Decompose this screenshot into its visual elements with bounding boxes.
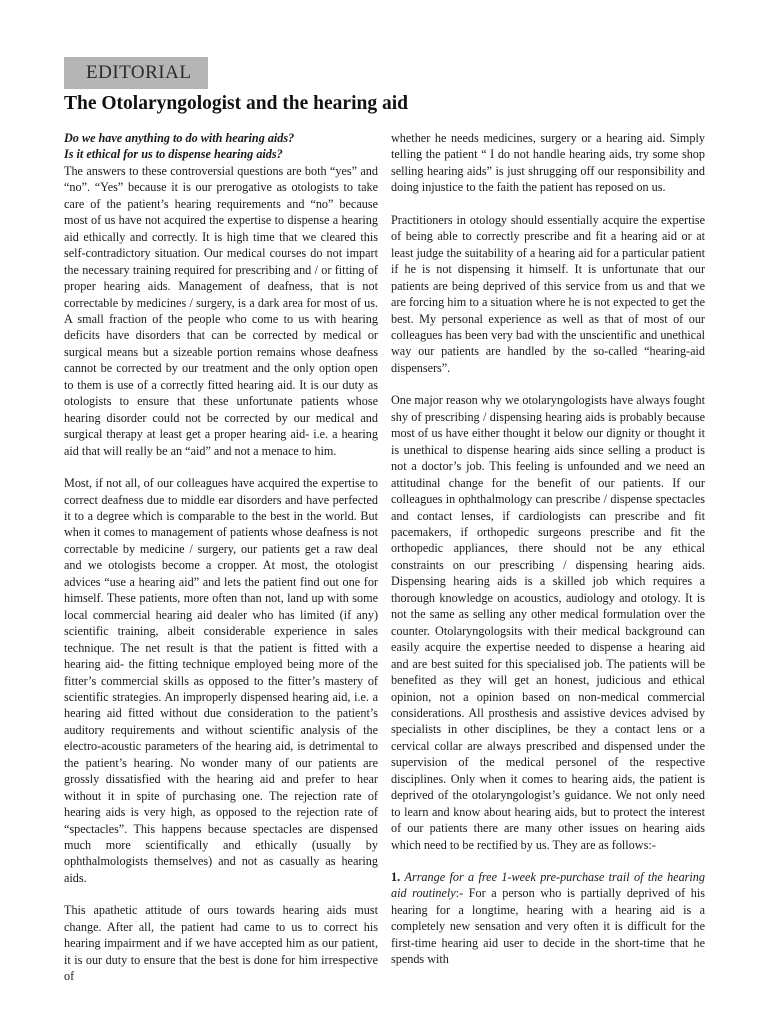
numbered-point-1 (391, 869, 705, 968)
paragraph: This apathetic attitude of ours towards hearing aids must change. After all, the patient had came to us to correct his hearing impairment and if we have accepted him as our patient, it is our duty to ensure that the best is done for him irrespective of (64, 903, 378, 984)
paragraph: Most, if not all, of our colleagues have acquired the expertise to correct deafness due to middle ear disorders and have perfected it to a degree which is comparable to the best in the world. But when it comes to management of patients whose deafness is not correctable by medicine / surgery, our patients get a raw deal and we otologists become a cropper. At most, the otologist advices “use a hearing aid” and lets the patient find out one for himself. These patients, more often than not, land up with some local commercial hearing aid dealer who has limited (if any) scientific training, albeit considerable experience in sales technique. The net result is that the patient is fitted with a hearing aid- the fitting technique employed being more of the fitter’s commercial skills as opposed to the fitter’s mastery of scientific strategies. An improperly dispensed hearing aid, i.e. a hearing aid fitted without due consideration to the patient’s auditory requirements and without scientific analysis of the electro-acoustic parameters of the hearing aid, is detrimental to the patient’s hearing. No wonder many of our patients are grossly dissatisfied with the hearing aid and prefer to hear without it in spite of purchasing one. The rejection rate of hearing aids is very high, as opposed to the rejection rate of “spectacles”. This happens because spectacles are dispensed much more scientifically and ethically (usually by ophthalmologists themselves) and not as casually as hearing aids. (64, 476, 378, 885)
left-column (64, 130, 378, 1001)
paragraph: The answers to these controversial questions are both “yes” and “no”. “Yes” because it is our prerogative as otologists to take care of the patient’s hearing requirements and “no” because most of us have not acquired the expertise to dispense a hearing aid ethically and correctly. It is high time that we cleared this self-contradictory situation. Our medical courses do not impart the necessary training required for prescribing and / or fitting of proper hearing aids. Management of deafness, that is not correctable by medicines / surgery, is a dark area for most of us. A small fraction of the people who come to us with hearing deficits have disorders that can be corrected by medical or surgical means but a sizeable portion remains whose deafness cannot be corrected by our treatment and the only option open to them is use of a correctly fitted hearing aid. It is our duty as otologists to ensure that these unfortunate patients whose hearing disorder could not be corrected by our medical and surgical therapy at least get a proper hearing aid- i.e. a hearing aid that will really be an “aid” and not a menace to him. (64, 163, 378, 458)
paragraph: whether he needs medicines, surgery or a hearing aid. Simply telling the patient “ I do not handle hearing aids, try some shop selling hearing aids” is just shrugging off our responsibility and doing injustice to the faith the patient has reposed on us. (391, 131, 705, 195)
question-2: Is it ethical for us to dispense hearing aids? (64, 147, 283, 162)
question-1: Do we have anything to do with hearing aids? (64, 131, 295, 145)
section-tag: EDITORIAL (64, 57, 208, 89)
paragraph: Practitioners in otology should essentially acquire the expertise of being able to correctly prescribe and fit a hearing aid or at least judge the suitability of a hearing aid for a particular patient if he is not dispensing it himself. It is unfortunate that our patients are being deprived of this service from us and that we are forcing him to a situation where he is not expected to get the best. My personal experience as well as that of most of our colleagues has been very bad with the unscientific and unethical way our patients are handled by the so-called “hearing-aid dispensers”. (391, 212, 705, 375)
paragraph: One major reason why we otolaryngologists have always fought shy of prescribing / dispensing hearing aids is probably because most of us have either thought it below our dignity or thought it is unethical to dispense hearing aids since selling a product is not a doctor’s job. This feeling is unfounded and we need an attitudinal change for the benefit of our patients. If our colleagues in ophthalmology can prescribe / dispense spectacles and contact lenses, if cardiologists can prescribe and fit pacemakers, if orthopedic surgeons prescribe and fit the orthopedic appliances, there should not be any ethical constraints on our prescribing / dispensing hearing aids. Dispensing hearing aids is a skilled job which requires a thorough knowledge on acoustics, audiology and otology. It is not the same as selling any other medical formulation over the counter. Otolaryngologsits with their medical background can easily acquire the expertise needed to dispense a hearing aid and are best suited for this specialised job. The patients will be benefited as they will get an honest, judicious and ethical opinion, not a opinion based on non-medical commercial considerations. All prosthesis and assistive devices advised by specialists in other disciplines, be they a contact lens or a cervical collar are always prescribed and dispensed under the supervision of the medical personel of the respective disciplines. Only when it comes to hearing aids, the patient is deprived of the otolaryngologist’s guidance. We not only need to learn and know about hearing aids, but to protect the interest of our patients there are many other issues on hearing aids which need to be rectified by us. They are as follows:- (391, 393, 705, 852)
opening-questions (64, 130, 378, 163)
article-title: The Otolaryngologist and the hearing aid (64, 93, 408, 114)
point-number: 1. (391, 870, 401, 885)
right-column (391, 130, 705, 984)
point-body: :- For a person who is partially deprived of his hearing for a longtime, hearing with a hearing aid is a completely new sensation and very often it is difficult for the first-time hearing aid user to decide in the short-time that he spends with (391, 886, 705, 967)
point-lead: Arrange for a free 1-week pre-purchase trail of the hearing aid routinely (391, 870, 705, 901)
